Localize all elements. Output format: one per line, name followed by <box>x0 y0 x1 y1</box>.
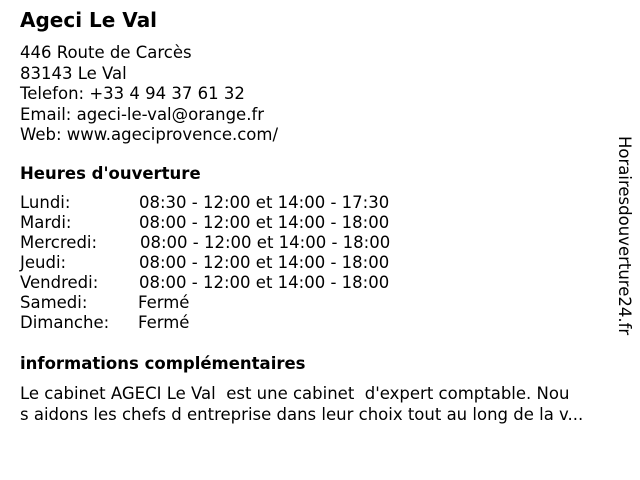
time-value: Fermé <box>138 293 190 312</box>
business-name: Ageci Le Val <box>20 8 158 32</box>
time-value: 08:00 - 12:00 et 14:00 - 18:00 <box>139 253 390 272</box>
info-line-2: s aidons les chefs d entreprise dans leur choix tout au long de la v... <box>20 404 584 424</box>
time-value: Fermé <box>138 313 190 332</box>
info-line-1: Le cabinet AGECI Le Val est une cabinet d'expert comptable. Nou <box>20 384 570 403</box>
day-label: Mardi: <box>20 213 72 232</box>
web-line: Web: www.ageciprovence.com/ <box>20 125 279 144</box>
city-line: 83143 Le Val <box>20 63 127 83</box>
email-line: Email: ageci-le-val@orange.fr <box>20 104 265 124</box>
day-label: Vendredi: <box>20 273 99 292</box>
time-value: 08:00 - 12:00 et 14:00 - 18:00 <box>139 213 390 232</box>
watermark-text: Horairesdouverture24.fr <box>615 136 634 336</box>
day-label: Jeudi: <box>20 253 67 272</box>
time-value: 08:30 - 12:00 et 14:00 - 17:30 <box>139 193 390 212</box>
site-watermark <box>612 136 636 368</box>
contact-block <box>20 43 278 146</box>
day-label: Samedi: <box>20 293 88 312</box>
day-label: Mercredi: <box>20 233 98 252</box>
time-value: 08:00 - 12:00 et 14:00 - 18:00 <box>140 233 391 252</box>
phone-line: Telefon: +33 4 94 37 61 32 <box>20 84 245 103</box>
day-label: Lundi: <box>20 193 71 212</box>
day-label: Dimanche: <box>20 313 110 332</box>
hours-heading: Heures d'ouverture <box>20 164 201 183</box>
info-heading: informations complémentaires <box>20 354 306 373</box>
street-address: 446 Route de Carcès <box>20 43 192 62</box>
info-description <box>20 384 620 425</box>
time-value: 08:00 - 12:00 et 14:00 - 18:00 <box>139 273 390 292</box>
